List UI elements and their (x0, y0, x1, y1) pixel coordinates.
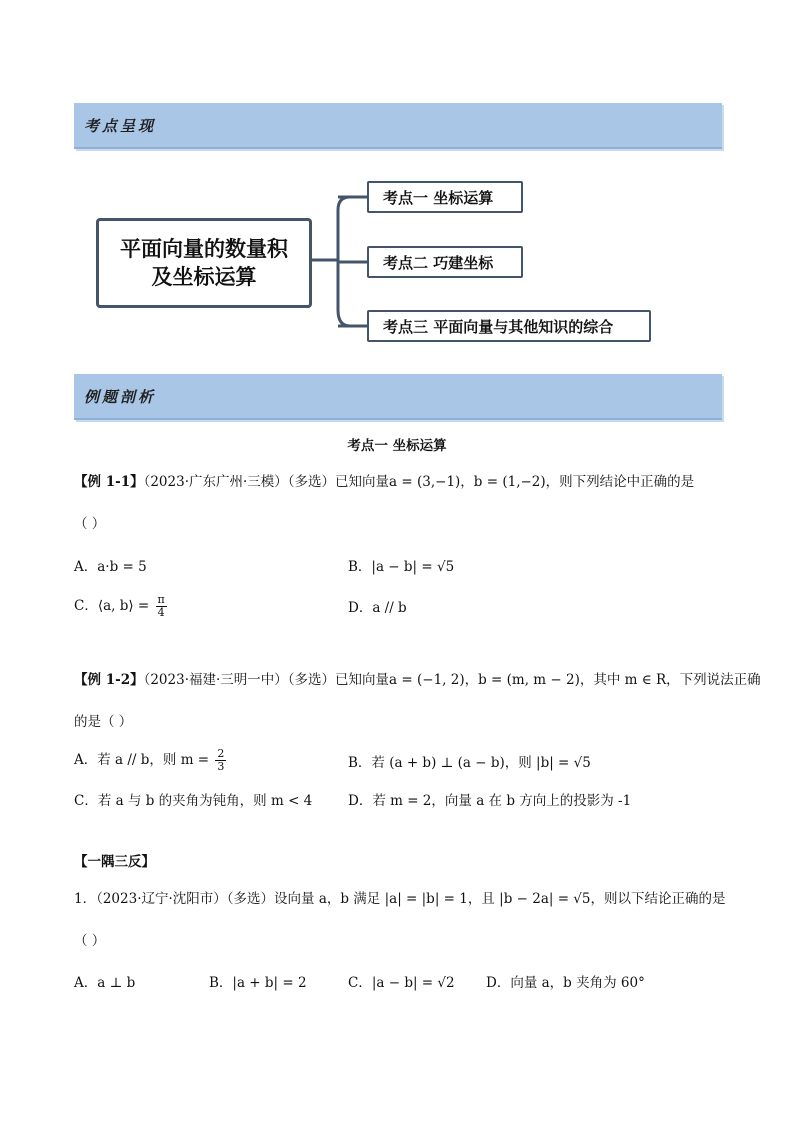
option-c: C．若 a 与 b 的夹角为钝角，则 m < 4 (74, 793, 313, 809)
example-1-1-line (74, 470, 694, 490)
option-a: A．a·b = 5 (74, 559, 147, 575)
practice-header: 【一隅三反】 (74, 854, 155, 870)
section-banner-liti (74, 374, 722, 420)
example-given: a = (3,−1)，b = (1,−2)，则下列结论中正确的是 (389, 474, 695, 490)
banner-title: 考点呈现 (84, 117, 157, 135)
section-title: 考点一 坐标运算 (347, 438, 447, 454)
example-1-2-cont: 的是（ ） (74, 714, 133, 730)
option-b: B．|a − b| = √5 (348, 559, 455, 575)
option-a-text: A．若 a // b，则 m = (74, 752, 214, 768)
example-tag: 【例 1-2】 (74, 672, 144, 688)
option-c: C．|a − b| = √2 (348, 975, 455, 991)
mindmap-branch-3: 考点三 平面向量与其他知识的综合 (367, 310, 651, 342)
fraction-numerator: 2 (217, 747, 225, 760)
mindmap-center-text: 平面向量的数量积及坐标运算 (120, 237, 288, 289)
mindmap-center-node (96, 218, 312, 308)
example-tag: 【例 1-1】 (74, 474, 144, 490)
practice-q1-blank: （ ） (74, 933, 106, 949)
option-c (74, 594, 169, 619)
fraction (156, 594, 167, 619)
option-d: D．向量 a，b 夹角为 60° (486, 975, 645, 991)
option-a (74, 748, 228, 773)
example-source: （2023·福建·三明一中）（多选）已知向量 (143, 672, 390, 688)
practice-q1: 1．（2023·辽宁·沈阳市）（多选）设向量 a，b 满足 |a| = |b| = 1，且 |b − 2a| = √5，则以下结论正确的是 (74, 891, 726, 907)
fraction-numerator: π (157, 593, 165, 606)
example-source: （2023·广东广州·三模）（多选）已知向量 (143, 474, 390, 490)
option-c-text: C．⟨a, b⟩ = (74, 598, 154, 614)
example-1-1-blank: （ ） (74, 516, 106, 532)
banner-title: 例题剖析 (84, 388, 157, 406)
option-d: D．a // b (348, 600, 407, 616)
mindmap-branch-2: 考点二 巧建坐标 (367, 246, 523, 278)
option-a: A．a ⊥ b (74, 975, 136, 991)
fraction (215, 748, 226, 773)
option-b: B．若 (a + b) ⊥ (a − b)，则 |b| = √5 (348, 755, 591, 771)
option-b: B．|a + b| = 2 (209, 975, 307, 991)
mindmap-branch-1: 考点一 坐标运算 (367, 181, 523, 213)
example-given: a = (−1, 2)，b = (m, m − 2)，其中 m ∈ R，下列说法正确 (389, 672, 761, 688)
fraction-denominator: 4 (157, 606, 165, 619)
example-1-2-line (74, 668, 761, 688)
fraction-denominator: 3 (217, 760, 225, 773)
option-d: D．若 m = 2，向量 a 在 b 方向上的投影为 -1 (348, 793, 632, 809)
